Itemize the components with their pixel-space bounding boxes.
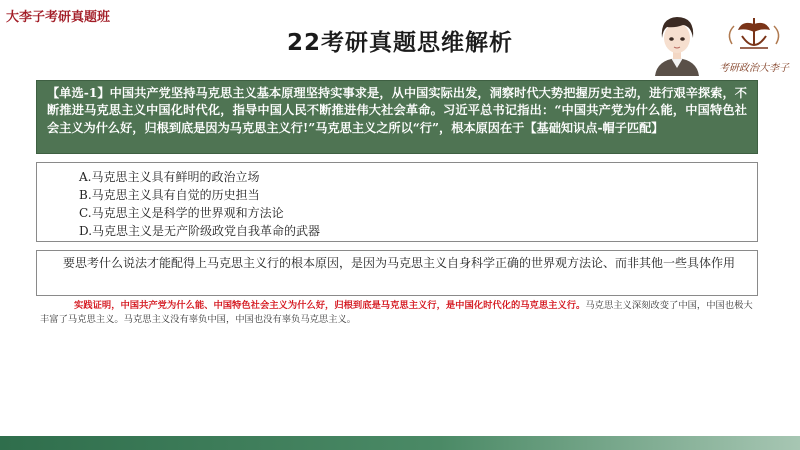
option-d[interactable]: D.马克思主义是无产阶级政党自我革命的武器 bbox=[79, 224, 321, 238]
note-box bbox=[36, 297, 758, 333]
course-tag: 大李子考研真题班 bbox=[6, 10, 111, 25]
note-text: 马克思主义深刻改变了中国，中国也极大丰富了马克思主义。马克思主义没有辜负中国，中国也没有辜负马克思主义。 bbox=[40, 300, 753, 325]
options-box bbox=[36, 162, 758, 242]
brand-logo bbox=[712, 14, 796, 74]
question-text: 【单选-1】中国共产党坚持马克思主义基本原理坚持实事求是，从中国实际出发，洞察时代大势把握历史主动，进行艰辛探索，不断推进马克思主义中国化时代化，指导中国人民不断推进伟大社会革命。习近平总书记指出：“中国共产党为什么能，中国特色社会主义为什么好，归根到底是因为马克思主义行!”马克思主义之所以“行”，根本原因在于【基础知识点-帽子匹配】 bbox=[47, 86, 747, 135]
note-highlight: 实践证明，中国共产党为什么能、中国特色社会主义为什么好，归根到底是马克思主义行，是中国化时代化的马克思主义行。 bbox=[74, 300, 586, 311]
slide-title: 22考研真题思维解析 bbox=[286, 30, 513, 56]
option-a[interactable]: A.马克思主义具有鲜明的政治立场 bbox=[79, 170, 260, 184]
question-box bbox=[36, 80, 758, 154]
bottom-bar bbox=[0, 436, 800, 450]
option-b[interactable]: B.马克思主义具有自觉的历史担当 bbox=[79, 188, 260, 202]
option-c[interactable]: C.马克思主义是科学的世界观和方法论 bbox=[79, 206, 284, 220]
teacher-avatar bbox=[647, 10, 707, 76]
brand-caption: 考研政治大李子 bbox=[719, 63, 789, 74]
analysis-box bbox=[36, 250, 758, 296]
analysis-text: 要思考什么说法才能配得上马克思主义行的根本原因，是因为马克思主义自身科学正确的世界观方法论、而非其他一些具体作用 bbox=[63, 256, 736, 270]
